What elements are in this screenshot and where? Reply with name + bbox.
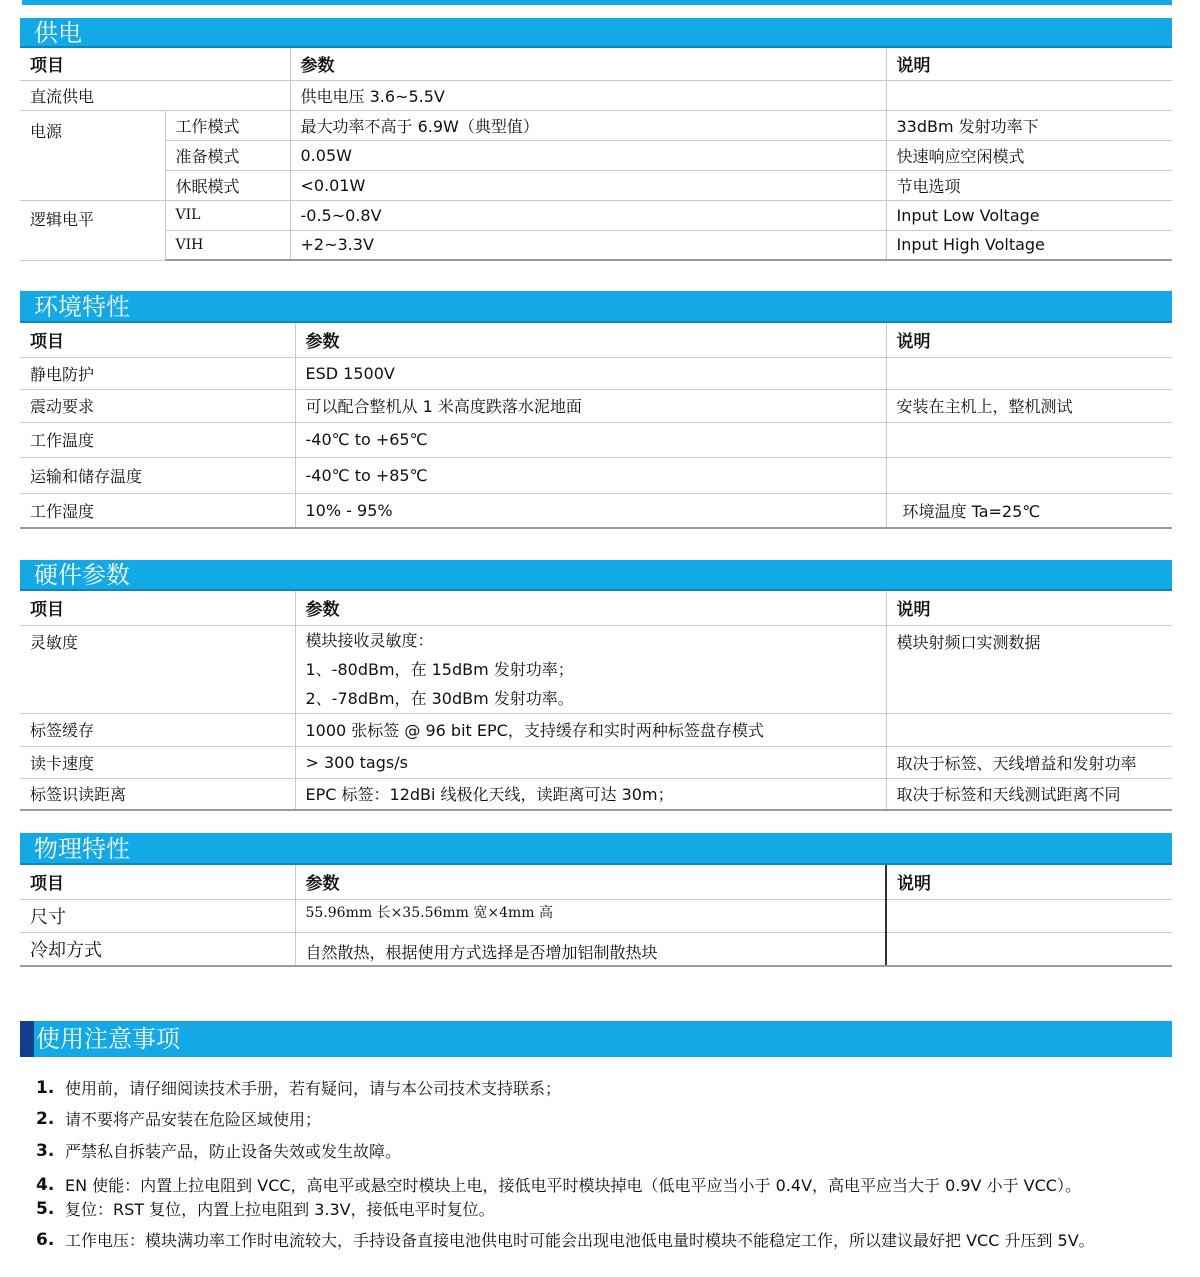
- table-row: [20, 778, 1172, 810]
- row-note: [886, 422, 1172, 457]
- row-item: 标签识读距离: [20, 778, 295, 810]
- list-number: 4.: [36, 1175, 55, 1195]
- sensitivity-line: 2、-78dBm，在 30dBm 发射功率。: [305, 688, 574, 708]
- row-note: 取决于标签、天线增益和发射功率: [886, 746, 1172, 778]
- row-note: 33dBm 发射功率下: [886, 110, 1172, 140]
- table-row: [20, 899, 1172, 932]
- row-param: 供电电压 3.6~5.5V: [290, 80, 886, 110]
- row-note: 安装在主机上，整机测试: [886, 389, 1172, 422]
- row-item: 震动要求: [20, 389, 295, 422]
- environment-table: [20, 323, 1172, 529]
- table-row: [20, 422, 1172, 457]
- section-physical: [20, 833, 1172, 967]
- section-environment: [20, 291, 1172, 529]
- row-param: [295, 625, 886, 713]
- row-param: 0.05W: [290, 140, 886, 170]
- header-note: 说明: [886, 323, 1172, 357]
- row-item: 尺寸: [20, 899, 295, 932]
- header-param: 参数: [290, 48, 886, 80]
- row-param: -0.5~0.8V: [290, 200, 886, 230]
- section-title: 物理特性: [20, 833, 1172, 865]
- row-note: 节电选项: [886, 170, 1172, 200]
- row-item: 静电防护: [20, 357, 295, 389]
- header-param: 参数: [295, 591, 886, 625]
- row-item: 读卡速度: [20, 746, 295, 778]
- table-row: [20, 746, 1172, 778]
- row-param: 10% - 95%: [295, 493, 886, 528]
- section-hardware: [20, 560, 1172, 811]
- table-row: [20, 932, 1172, 966]
- table-row: [20, 140, 1172, 170]
- sensitivity-line: 模块接收灵敏度：: [305, 630, 434, 650]
- row-item: 逻辑电平: [20, 200, 165, 260]
- hardware-table: [20, 591, 1172, 811]
- section-title: 硬件参数: [20, 560, 1172, 591]
- row-note: [886, 457, 1172, 493]
- row-mode: 工作模式: [165, 110, 290, 140]
- row-mode: 准备模式: [165, 140, 290, 170]
- row-note: [886, 932, 1172, 966]
- table-header-row: [20, 865, 1172, 899]
- header-note: 说明: [886, 865, 1172, 899]
- notes-list: [36, 1074, 1166, 1252]
- power-table: [20, 48, 1172, 261]
- list-item: [36, 1108, 1166, 1131]
- header-param: 参数: [295, 323, 886, 357]
- row-note: [886, 357, 1172, 389]
- list-number: 5.: [36, 1199, 55, 1219]
- table-header-row: [20, 591, 1172, 625]
- list-number: 2.: [36, 1109, 55, 1129]
- row-param: ESD 1500V: [295, 357, 886, 389]
- row-param: <0.01W: [290, 170, 886, 200]
- section-title: 供电: [20, 18, 1172, 48]
- row-note: [886, 80, 1172, 110]
- table-row: [20, 389, 1172, 422]
- list-number: 1.: [36, 1078, 55, 1098]
- table-row: [20, 110, 1172, 140]
- header-item: 项目: [20, 591, 295, 625]
- row-item: 工作温度: [20, 422, 295, 457]
- section-title: 环境特性: [20, 291, 1172, 323]
- header-item: 项目: [20, 323, 295, 357]
- list-item: [36, 1140, 1166, 1163]
- table-row: [20, 200, 1172, 230]
- row-note: 取决于标签和天线测试距离不同: [886, 778, 1172, 810]
- list-item: [36, 1174, 1166, 1197]
- table-row: [20, 713, 1172, 746]
- table-header-row: [20, 48, 1172, 80]
- header-item: 项目: [20, 865, 295, 899]
- row-item: 标签缓存: [20, 713, 295, 746]
- row-param: > 300 tags/s: [295, 746, 886, 778]
- table-row: [20, 357, 1172, 389]
- row-param: 自然散热，根据使用方式选择是否增加铝制散热块: [295, 932, 886, 966]
- list-text: 复位：RST 复位，内置上拉电阻到 3.3V，接低电平时复位。: [65, 1200, 495, 1219]
- section-power: [20, 18, 1172, 261]
- row-param: 55.96mm 长×35.56mm 宽×4mm 高: [295, 899, 886, 932]
- list-text: 严禁私自拆装产品，防止设备失效或发生故障。: [65, 1142, 402, 1161]
- row-param: 1000 张标签 @ 96 bit EPC，支持缓存和实时两种标签盘存模式: [295, 713, 886, 746]
- list-text: 请不要将产品安装在危险区域使用；: [65, 1110, 322, 1129]
- row-item: 灵敏度: [20, 625, 295, 713]
- row-note: [886, 899, 1172, 932]
- row-param: -40℃ to +65℃: [295, 422, 886, 457]
- header-item: 项目: [20, 48, 290, 80]
- list-text: 工作电压：模块满功率工作时电流较大，手持设备直接电池供电时可能会出现电池低电量时模块不能稳定工作，所以建议最好把 VCC 升压到 5V。: [65, 1231, 1095, 1250]
- row-param: -40℃ to +85℃: [295, 457, 886, 493]
- list-item: [36, 1229, 1166, 1252]
- sensitivity-line: 1、-80dBm，在 15dBm 发射功率；: [305, 659, 574, 679]
- row-param: +2~3.3V: [290, 230, 886, 260]
- row-mode: VIH: [165, 230, 290, 260]
- row-note: 模块射频口实测数据: [886, 625, 1172, 713]
- list-item: [36, 1198, 1166, 1221]
- table-row: [20, 625, 1172, 713]
- row-note: [886, 713, 1172, 746]
- row-note: Input Low Voltage: [886, 200, 1172, 230]
- row-param: 可以配合整机从 1 米高度跌落水泥地面: [295, 389, 886, 422]
- row-item: 运输和储存温度: [20, 457, 295, 493]
- row-note: Input High Voltage: [886, 230, 1172, 260]
- table-row: [20, 230, 1172, 260]
- row-item: 直流供电: [20, 80, 290, 110]
- table-row: [20, 80, 1172, 110]
- row-mode: 休眠模式: [165, 170, 290, 200]
- row-note: 快速响应空闲模式: [886, 140, 1172, 170]
- row-item: 冷却方式: [20, 932, 295, 966]
- row-param: 最大功率不高于 6.9W（典型值）: [290, 110, 886, 140]
- table-row: [20, 493, 1172, 528]
- list-text: 使用前，请仔细阅读技术手册，若有疑问，请与本公司技术支持联系；: [65, 1079, 562, 1098]
- header-note: 说明: [886, 48, 1172, 80]
- table-header-row: [20, 323, 1172, 357]
- row-item: 电源: [20, 110, 165, 200]
- header-param: 参数: [295, 865, 886, 899]
- table-row: [20, 457, 1172, 493]
- list-number: 6.: [36, 1230, 55, 1250]
- table-row: [20, 170, 1172, 200]
- row-param: EPC 标签：12dBi 线极化天线，读距离可达 30m；: [295, 778, 886, 810]
- section-title: 使用注意事项: [20, 1021, 1172, 1057]
- row-mode: VIL: [165, 200, 290, 230]
- row-item: 工作湿度: [20, 493, 295, 528]
- header-note: 说明: [886, 591, 1172, 625]
- physical-table: [20, 865, 1172, 967]
- list-item: [36, 1077, 1166, 1100]
- row-note: 环境温度 Ta=25℃: [886, 493, 1172, 528]
- list-number: 3.: [36, 1141, 55, 1161]
- list-text: EN 使能：内置上拉电阻到 VCC，高电平或悬空时模块上电，接低电平时模块掉电（低电平应当小于 0.4V，高电平应当大于 0.9V 小于 VCC）。: [65, 1176, 1081, 1195]
- top-accent-bar: [22, 0, 1172, 5]
